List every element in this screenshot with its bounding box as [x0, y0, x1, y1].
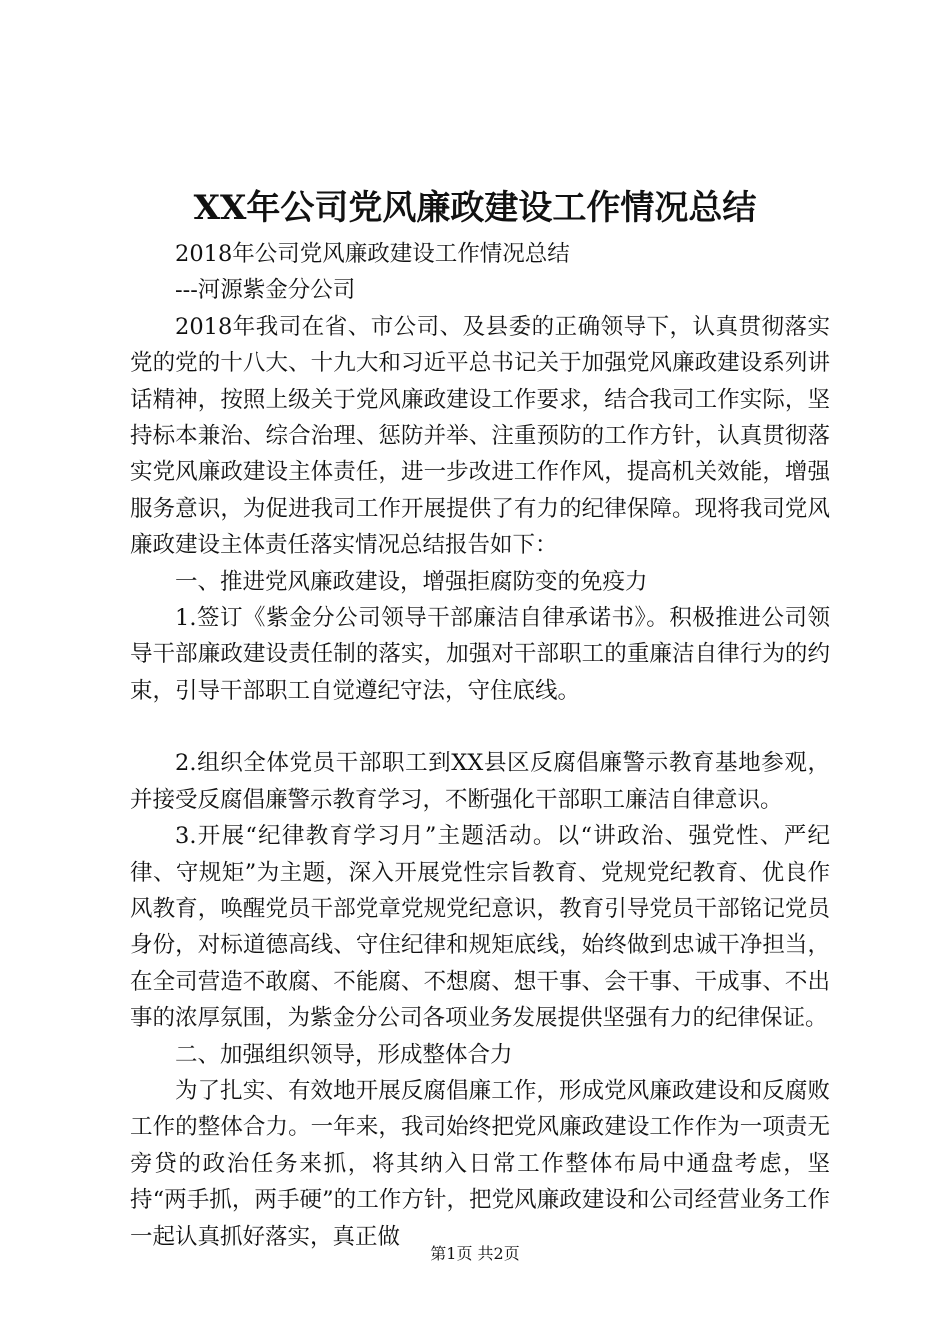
section-heading-1: 一、推进党风廉政建设，增强拒腐防变的免疫力: [175, 568, 648, 595]
paragraph-item-2: 2.组织全体党员干部职工到XX县区反腐倡廉警示教育基地参观，并接受反腐倡廉警示教育学习，不断强化干部职工廉洁自律意识。: [130, 750, 830, 813]
page-footer: 第1页 共2页: [430, 1244, 520, 1263]
paragraph-spacer: [130, 709, 830, 745]
paragraph-intro: 2018年我司在省、市公司、及县委的正确领导下，认真贯彻落实党的党的十八大、十九大和习近平总书记关于加强党风廉政建设系列讲话精神，按照上级关于党风廉政建设工作要求，结合我司工作实际，坚持标本兼治、综合治理、惩防并举、注重预防的工作方针，认真贯彻落实党风廉政建设主体责任，进一步改进工作作风，提高机关效能，增强服务意识，为促进我司工作开展提供了有力的纪律保障。现将我司党风廉政建设主体责任落实情况总结报告如下：: [130, 313, 830, 559]
section-heading-2: 二、加强组织领导，形成整体合力: [175, 1041, 513, 1068]
document-body: [130, 236, 830, 1255]
paragraph-item-1: 1.签订《紫金分公司领导干部廉洁自律承诺书》。积极推进公司领导干部廉政建设责任制的落实，加强对干部职工的重廉洁自律行为的约束，引导干部职工自觉遵纪守法，守住底线。: [130, 605, 830, 704]
paragraph-section-2-body: 为了扎实、有效地开展反腐倡廉工作，形成党风廉政建设和反腐败工作的整体合力。一年来，我司始终把党风廉政建设工作作为一项责无旁贷的政治任务来抓，将其纳入日常工作整体布局中通盘考虑，坚持“两手抓，两手硬”的工作方针，把党风廉政建设和公司经营业务工作一起认真抓好落实，真正做: [130, 1077, 830, 1250]
document-title: XX年公司党风廉政建设工作情况总结: [193, 188, 757, 228]
paragraph-item-3: 3.开展“纪律教育学习月”主题活动。以“讲政治、强党性、严纪律、守规矩”为主题，深入开展党性宗旨教育、党规党纪教育、优良作风教育，唤醒党员干部党章党规党纪意识，教育引导党员干部铭记党员身份，对标道德高线、守住纪律和规矩底线，始终做到忠诚干净担当，在全司营造不敢腐、不能腐、不想腐、想干事、会干事、干成事、不出事的浓厚氛围，为紫金分公司各项业务发展提供坚强有力的纪律保证。: [130, 823, 830, 1032]
paragraph-author: ---河源紫金分公司: [175, 277, 356, 304]
paragraph-subtitle: 2018年公司党风廉政建设工作情况总结: [175, 241, 570, 267]
